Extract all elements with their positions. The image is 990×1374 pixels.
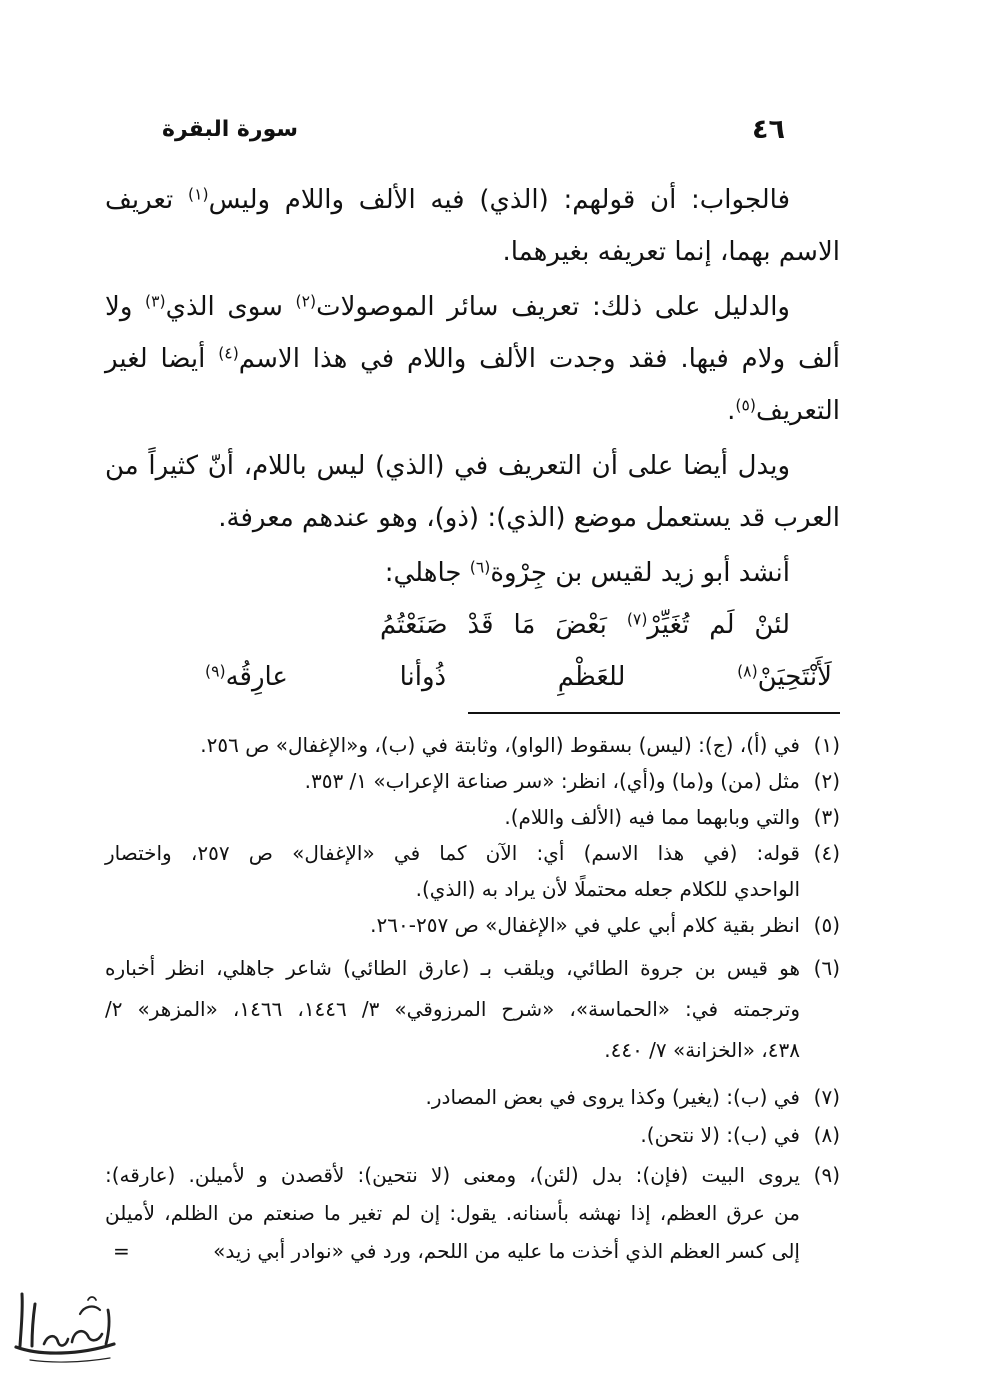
footnote-number: (٥) [813,913,840,937]
line-text: أيضا لغير [105,344,219,374]
footnote-separator [468,712,840,714]
footnote-line: في (أ)، (ج): (ليس) بسقوط (الواو)، وثابتة في (ب)، و«الإغفال» ص ٢٥٦. [200,733,800,757]
footnote-ref: (٧) [626,610,648,629]
line-text: والدليل على ذلك: تعريف سائر الموصولات [316,292,790,322]
footnote [105,907,840,943]
line-text: لئنْ لَم تُغَيِّرْ [647,610,790,640]
footnote-ref: (٨) [737,662,758,681]
footnote [105,1156,840,1270]
footnote-line: من عرق العظم، إذا نهشه بأسنانه. يقول: إن لم تغير ما صنعتم من الظلم، لأميلن [105,1201,800,1225]
footnote-ref: (٩) [205,662,226,681]
footnote-line: هو قيس بن جروة الطائي، ويلقب بـ (عارق الطائي) شاعر جاهلي، انظر أخباره [105,955,800,980]
footnote-body [105,1079,800,1115]
footnote-body [105,1117,800,1153]
footnote-line: وترجمته في: «الحماسة»، «شرح المرزوقي» ٣/ ١٤٤٦، ١٤٦٦، «المزهر» ٢/ [105,996,801,1021]
footnote-line: في (ب): (لا نتحن). [640,1123,800,1147]
footnote-number: (١) [813,733,840,757]
body-line [105,174,840,226]
footnote-ref: (٤) [218,344,239,363]
footnote-number: (٣) [813,805,840,829]
footnote-line: انظر بقية كلام أبي علي في «الإغفال» ص ٢٥٧-٢٦٠. [370,913,800,937]
body-line [105,333,840,385]
verse-line [105,651,840,703]
body-line [105,226,840,278]
footnote-line: يروى البيت (فإن): بدل (لئن)، ومعنى (لا نتحين): لأقصدن و لأميلن. (عارقه): [105,1163,800,1187]
paragraph [105,440,840,544]
footnote-line: مثل (من) و(ما) و(أي)، انظر: «سر صناعة الإعراب» ١/ ٣٥٣. [304,769,800,793]
line-text: أنشد أبو زيد لقيس بن جِرْوة [490,558,790,588]
footnote [105,1079,840,1115]
footnote-line: ٤٣٨، «الخزانة» ٧/ ٤٤٠. [604,1037,800,1062]
running-title: سورة البقرة [161,117,299,142]
footnote-number: (٢) [813,769,840,793]
footnote-body [105,727,800,763]
line-text: ويدل أيضا على أن التعريف في (الذي) ليس باللام، أنّ كثيراً من [105,451,790,481]
line-text: لَأَنْتَحِيَنْ [757,662,832,692]
footnote-ref: (٢) [295,292,317,311]
page-number: ٤٦ [752,114,785,145]
line-text: ولا [105,292,146,322]
footnote-line: قوله: (في هذا الاسم) أي: الآن كما في «الإغفال» ص ٢٥٧، واختصار [105,841,800,865]
paragraph [105,281,840,437]
body-line [105,547,840,599]
body-line [105,440,840,492]
verse-line [105,599,840,651]
footnote [105,1117,840,1153]
body-line [105,281,840,333]
footnotes [105,727,840,1270]
main-text [105,174,840,703]
paragraph [105,547,840,599]
footnote-number: (٧) [813,1085,840,1109]
footnote-number: (٩) [813,1163,840,1187]
footnote-body [105,799,800,835]
line-text: تعريف [105,185,188,215]
line-text: فالجواب: أن قولهم: (الذي) فيه الألف واللام وليس [208,185,790,215]
footnote-ref: (٥) [735,396,756,415]
footnote [105,799,840,835]
footnote [105,763,840,799]
footnote [105,835,840,907]
footnote-ref: (٦) [469,558,491,577]
footnote [105,727,840,763]
footnote-number: (٨) [813,1123,840,1147]
line-text: الاسم بهما، إنما تعريفه بغيرهما. [502,237,840,267]
body-line [105,385,840,437]
footnote-line: في (ب): (يغير) وكذا يروى في بعض المصادر. [425,1085,800,1109]
line-text: التعريف [755,396,840,426]
footnote-body [105,907,800,943]
footnote [105,948,840,1071]
continuation-mark: = [113,1239,130,1263]
line-text: ألف ولام فيها. فقد وجدت الألف واللام في هذا الاسم [238,344,840,374]
line-text: بَعْضَ مَا قَدْ صَنَعْتُمُ [380,610,627,640]
paragraph [105,174,840,278]
line-text: جاهلي: [384,558,470,588]
body-line [105,492,840,544]
footnote-ref: (١) [188,185,209,204]
footnote-ref: (٣) [145,292,166,311]
footnote-line: والتي وبابهما مما فيه (الألف واللام). [504,805,800,829]
footnote-number: (٦) [813,955,840,980]
footnote-line: الواحدي للكلام جعله محتملًا لأن يراد به (الذي). [415,877,800,901]
footnote-body [105,835,800,907]
footnote-body [105,948,800,1071]
footnote-body [105,763,800,799]
poetry-verse [105,599,840,703]
line-text: العرب قد يستعمل موضع (الذي): (ذو)، وهو عندهم معرفة. [218,503,840,533]
footnote-number: (٤) [813,841,840,865]
footnote-line: إلى كسر العظم الذي أخذت ما عليه من اللحم، ورد في «نوادر أبي زيد» [213,1239,800,1263]
footnote-body [105,1156,800,1270]
line-text: للعَظْمِ ذُوأنا عارِقُه [225,662,738,692]
line-text: . [727,396,736,426]
watermark-logo [10,1284,122,1370]
line-text: سوى الذي [165,292,296,322]
